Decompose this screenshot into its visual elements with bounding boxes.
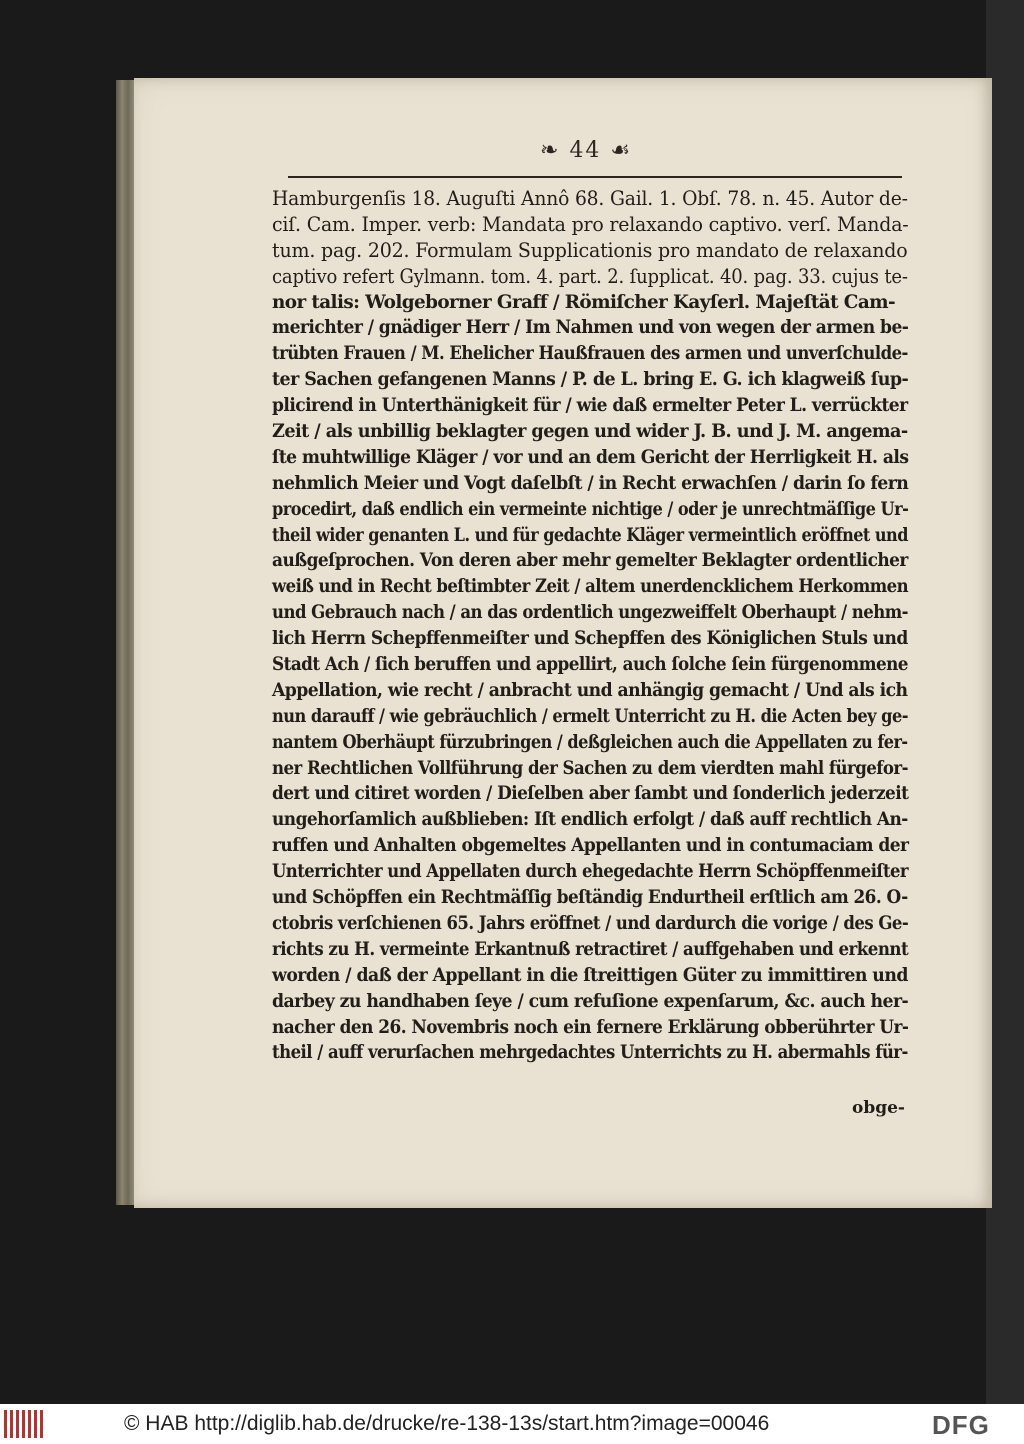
- text-line: außgeſprochen. Von deren aber mehr gemelter Beklagter ordentlicher: [272, 550, 908, 572]
- text-line: captivo refert Gylmann. tom. 4. part. 2. ſupplicat. 40. pag. 33. cujus te-: [272, 264, 908, 288]
- dfg-logo: DFG: [932, 1410, 990, 1440]
- text-line: theil / auff verurſachen mehrgedachtes Unterrichts zu H. abermahls für-: [272, 1042, 908, 1064]
- text-line: worden / daß der Appellant in die ſtreittigen Güter zu immittiren und: [272, 964, 908, 986]
- text-line: und Schöpffen ein Rechtmäſſig beſtändig Endurtheil erſtlich am 26. O-: [272, 887, 908, 909]
- text-line: weiß und in Recht beſtimbter Zeit / altem unerdencklichem Herkommen: [272, 576, 909, 598]
- text-line: ungehorſamlich außblieben: Iſt endlich erfolgt / daß auff rechtlich An-: [272, 809, 908, 831]
- text-line: ciſ. Cam. Imper. verb: Mandata pro relaxando captivo. verſ. Manda-: [272, 212, 909, 236]
- text-line: und Gebrauch nach / an das ordentlich ungezweiffelt Oberhaupt / nehm-: [272, 602, 909, 624]
- text-line: theil wider genanten L. und für gedachte Kläger vermeintlich eröffnet und: [272, 524, 908, 546]
- text-line: ſte muhtwillige Kläger / vor und an dem Gericht der Herrligkeit H. als: [272, 446, 909, 468]
- text-line: Appellation, wie recht / anbracht und anhängig gemacht / Und als ich: [272, 679, 908, 701]
- text-line: Unterrichter und Appellaten durch ehegedachte Herrn Schöpffenmeiſter: [272, 861, 909, 883]
- footer-bar: [0, 1404, 1024, 1444]
- text-line: darbey zu handhaben ſeye / cum refuſione expenſarum, &c. auch her-: [272, 990, 909, 1012]
- catchword: obge-: [852, 1098, 905, 1118]
- text-line: nun darauff / wie gebräuchlich / ermelt Unterricht zu H. die Acten bey ge-: [272, 705, 909, 727]
- text-line: Stadt Ach / ſich beruffen und appellirt, auch ſolche ſein fürgenommene: [272, 654, 908, 676]
- text-line: procedirt, daß endlich ein vermeinte nichtige / oder je unrechtmäſſige Ur-: [272, 498, 909, 520]
- hab-logo-icon: [4, 1410, 46, 1438]
- page-number: ❧ 44 ☙: [540, 138, 633, 163]
- text-line: ter Sachen gefangenen Manns / P. de L. bring E. G. ich klagweiß ſup-: [272, 369, 909, 391]
- text-line: ctobris verſchienen 65. Jahrs eröffnet / und dardurch die vorige / des Ge-: [272, 912, 909, 934]
- text-line: dert und citiret worden / Dieſelben aber ſambt und ſonderlich jederzeit: [272, 783, 909, 805]
- text-line: Zeit / als unbillig beklagter gegen und wider J. B. und J. M. angema-: [272, 421, 908, 443]
- text-line: ner Rechtlichen Vollführung der Sachen zu dem vierdten mahl fürgefor-: [272, 757, 909, 779]
- footer-citation: © HAB http://diglib.hab.de/drucke/re-138-13s/start.htm?image=00046: [124, 1412, 770, 1435]
- text-line: nantem Oberhäupt fürzubringen / deßgleichen auch die Appellaten zu fer-: [272, 731, 908, 753]
- text-line: merichter / gnädiger Herr / Im Nahmen und von wegen der armen be-: [272, 317, 909, 339]
- text-line: richts zu H. vermeinte Erkantnuß retractiret / auffgehaben und erkennt: [272, 938, 909, 960]
- header-rule: [288, 176, 902, 178]
- text-line: trübten Frauen / M. Ehelicher Haußfrauen des armen und unverſchulde-: [272, 343, 908, 365]
- text-line: lich Herrn Schepffenmeiſter und Schepffen des Königlichen Stuls und: [272, 628, 908, 650]
- text-line: nehmlich Meier und Vogt daſelbſt / in Recht erwachſen / darin ſo fern: [272, 472, 909, 494]
- text-line: nor talis: Wolgeborner Graff / Römiſcher Kayſerl. Majeſtät Cam-: [272, 291, 896, 313]
- text-line: ruffen und Anhalten obgemeltes Appellanten und in contumaciam der: [272, 835, 909, 857]
- text-line: nacher den 26. Novembris noch ein fernere Erklärung obberührter Ur-: [272, 1016, 909, 1038]
- text-line: tum. pag. 202. Formulam Supplicationis pro mandato de relaxando: [272, 238, 908, 262]
- book-page-edge: [116, 80, 136, 1205]
- page-body-text: [272, 186, 912, 1066]
- text-line: Hamburgenſis 18. Auguſti Annô 68. Gail. 1. Obſ. 78. n. 45. Autor de-: [272, 187, 908, 210]
- text-line: plicirend in Unterthänigkeit für / wie daß ermelter Peter L. verrückter: [272, 395, 908, 417]
